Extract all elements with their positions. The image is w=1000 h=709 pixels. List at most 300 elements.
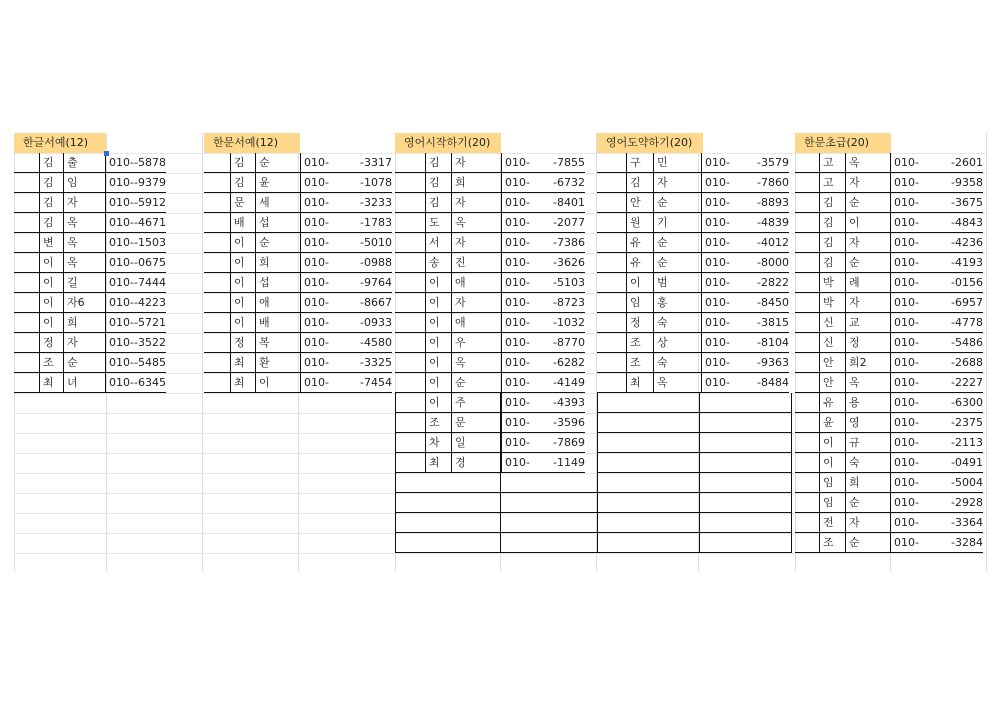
class-header[interactable]: 영어시작하기(20) [395,133,501,153]
phone-prefix-cell[interactable]: 010- [109,196,134,209]
surname-cell[interactable]: 최 [429,456,440,469]
given-name-cell[interactable]: 옥 [849,156,860,169]
surname-cell[interactable]: 안 [630,196,641,209]
surname-cell[interactable]: 김 [429,156,440,169]
phone-suffix-cell[interactable]: -8723 [553,296,585,309]
phone-suffix-cell[interactable]: -4580 [360,336,392,349]
given-name-cell[interactable]: 자 [849,236,860,249]
given-name-cell[interactable]: 옥 [67,236,78,249]
phone-prefix-cell[interactable]: 010- [304,296,329,309]
given-name-cell[interactable]: 옥 [67,216,78,229]
surname-cell[interactable]: 김 [43,196,54,209]
phone-prefix-cell[interactable]: 010- [894,536,919,549]
phone-suffix-cell[interactable]: -0156 [951,276,983,289]
surname-cell[interactable]: 김 [823,236,834,249]
phone-prefix-cell[interactable]: 010- [705,356,730,369]
surname-cell[interactable]: 이 [429,376,440,389]
surname-cell[interactable]: 김 [43,216,54,229]
phone-prefix-cell[interactable]: 010- [705,196,730,209]
given-name-cell[interactable]: 문 [455,416,466,429]
phone-suffix-cell[interactable]: -5878 [134,156,166,169]
given-name-cell[interactable]: 교 [849,316,860,329]
given-name-cell[interactable]: 순 [849,496,860,509]
given-name-cell[interactable]: 자 [849,176,860,189]
given-name-cell[interactable]: 우 [455,336,466,349]
phone-prefix-cell[interactable]: 010- [894,276,919,289]
phone-prefix-cell[interactable]: 010- [894,416,919,429]
phone-prefix-cell[interactable]: 010- [109,376,134,389]
given-name-cell[interactable]: 애 [259,296,270,309]
given-name-cell[interactable]: 순 [849,256,860,269]
phone-suffix-cell[interactable]: -3815 [757,316,789,329]
given-name-cell[interactable]: 상 [657,336,668,349]
given-name-cell[interactable]: 영 [849,416,860,429]
phone-prefix-cell[interactable]: 010- [705,236,730,249]
surname-cell[interactable]: 박 [823,276,834,289]
phone-suffix-cell[interactable]: -4012 [757,236,789,249]
surname-cell[interactable]: 박 [823,296,834,309]
phone-prefix-cell[interactable]: 010- [705,176,730,189]
phone-prefix-cell[interactable]: 010- [304,356,329,369]
phone-suffix-cell[interactable]: -4671 [134,216,166,229]
given-name-cell[interactable]: 자 [455,236,466,249]
cell-border [653,153,654,393]
surname-cell[interactable]: 김 [43,176,54,189]
fill-handle[interactable] [104,151,109,156]
phone-prefix-cell[interactable]: 010- [109,256,134,269]
phone-prefix-cell[interactable]: 010- [304,316,329,329]
phone-suffix-cell[interactable]: -5486 [951,336,983,349]
surname-cell[interactable]: 이 [823,456,834,469]
surname-cell[interactable]: 고 [823,176,834,189]
phone-prefix-cell[interactable]: 010- [894,396,919,409]
phone-suffix-cell[interactable]: -5485 [134,356,166,369]
phone-suffix-cell[interactable]: -5721 [134,316,166,329]
surname-cell[interactable]: 조 [43,356,54,369]
phone-suffix-cell[interactable]: -2113 [951,436,983,449]
phone-prefix-cell[interactable]: 010- [304,156,329,169]
surname-cell[interactable]: 이 [234,276,245,289]
given-name-cell[interactable]: 순 [657,256,668,269]
surname-cell[interactable]: 조 [630,336,641,349]
surname-cell[interactable]: 안 [823,356,834,369]
phone-suffix-cell[interactable]: -8893 [757,196,789,209]
surname-cell[interactable]: 조 [429,416,440,429]
phone-prefix-cell[interactable]: 010- [109,276,134,289]
phone-suffix-cell[interactable]: -4839 [757,216,789,229]
phone-suffix-cell[interactable]: -6300 [951,396,983,409]
surname-cell[interactable]: 신 [823,336,834,349]
phone-suffix-cell[interactable]: -9363 [757,356,789,369]
surname-cell[interactable]: 이 [234,236,245,249]
surname-cell[interactable]: 서 [429,236,440,249]
phone-suffix-cell[interactable]: -4149 [553,376,585,389]
phone-suffix-cell[interactable]: -8401 [553,196,585,209]
phone-prefix-cell[interactable]: 010- [109,176,134,189]
phone-suffix-cell[interactable]: -8484 [757,376,789,389]
given-name-cell[interactable]: 윤 [259,176,270,189]
given-name-cell[interactable]: 희 [455,176,466,189]
surname-cell[interactable]: 김 [823,216,834,229]
given-name-cell[interactable]: 옥 [455,356,466,369]
phone-suffix-cell[interactable]: -3579 [757,156,789,169]
phone-prefix-cell[interactable]: 010- [505,416,530,429]
phone-prefix-cell[interactable]: 010- [894,356,919,369]
surname-cell[interactable]: 안 [823,376,834,389]
surname-cell[interactable]: 송 [429,256,440,269]
phone-suffix-cell[interactable]: -1032 [553,316,585,329]
phone-prefix-cell[interactable]: 010- [304,236,329,249]
phone-prefix-cell[interactable]: 010- [705,316,730,329]
surname-cell[interactable]: 정 [234,336,245,349]
class-header[interactable]: 한문초급(20) [795,133,891,153]
phone-prefix-cell[interactable]: 010- [505,316,530,329]
phone-suffix-cell[interactable]: -0491 [951,456,983,469]
surname-cell[interactable]: 이 [43,276,54,289]
surname-cell[interactable]: 이 [823,436,834,449]
given-name-cell[interactable]: 애 [455,316,466,329]
given-name-cell[interactable]: 순 [67,356,78,369]
given-name-cell[interactable]: 희 [259,256,270,269]
phone-suffix-cell[interactable]: -4223 [134,296,166,309]
phone-prefix-cell[interactable]: 010- [505,376,530,389]
phone-suffix-cell[interactable]: -8000 [757,256,789,269]
surname-cell[interactable]: 김 [429,196,440,209]
phone-prefix-cell[interactable]: 010- [505,336,530,349]
phone-suffix-cell[interactable]: -5010 [360,236,392,249]
phone-suffix-cell[interactable]: -4393 [553,396,585,409]
surname-cell[interactable]: 이 [43,316,54,329]
surname-cell[interactable]: 이 [43,256,54,269]
phone-suffix-cell[interactable]: -3284 [951,536,983,549]
given-name-cell[interactable]: 숙 [657,316,668,329]
surname-cell[interactable]: 전 [823,516,834,529]
given-name-cell[interactable]: 옥 [657,376,668,389]
surname-cell[interactable]: 이 [429,396,440,409]
surname-cell[interactable]: 김 [234,156,245,169]
surname-cell[interactable]: 최 [234,376,245,389]
phone-suffix-cell[interactable]: -6957 [951,296,983,309]
phone-prefix-cell[interactable]: 010- [894,296,919,309]
phone-prefix-cell[interactable]: 010- [894,156,919,169]
phone-suffix-cell[interactable]: -2688 [951,356,983,369]
phone-prefix-cell[interactable]: 010- [505,176,530,189]
surname-cell[interactable]: 윤 [823,416,834,429]
given-name-cell[interactable]: 순 [657,196,668,209]
phone-prefix-cell[interactable]: 010- [705,256,730,269]
phone-prefix-cell[interactable]: 010- [109,216,134,229]
given-name-cell[interactable]: 민 [657,156,668,169]
phone-suffix-cell[interactable]: -5103 [553,276,585,289]
given-name-cell[interactable]: 옥 [455,216,466,229]
phone-prefix-cell[interactable]: 010- [705,156,730,169]
given-name-cell[interactable]: 순 [259,156,270,169]
phone-suffix-cell[interactable]: -6345 [134,376,166,389]
given-name-cell[interactable]: 이 [259,376,270,389]
given-name-cell[interactable]: 희 [67,316,78,329]
phone-suffix-cell[interactable]: -4778 [951,316,983,329]
given-name-cell[interactable]: 용 [849,396,860,409]
phone-prefix-cell[interactable]: 010- [109,316,134,329]
given-name-cell[interactable]: 순 [657,236,668,249]
phone-suffix-cell[interactable]: -3626 [553,256,585,269]
surname-cell[interactable]: 변 [43,236,54,249]
phone-prefix-cell[interactable]: 010- [894,316,919,329]
phone-prefix-cell[interactable]: 010- [894,236,919,249]
phone-prefix-cell[interactable]: 010- [304,176,329,189]
phone-suffix-cell[interactable]: -8104 [757,336,789,349]
phone-prefix-cell[interactable]: 010- [894,456,919,469]
phone-prefix-cell[interactable]: 010- [505,456,530,469]
given-name-cell[interactable]: 섭 [259,216,270,229]
surname-cell[interactable]: 이 [234,316,245,329]
cell-border [699,393,700,553]
surname-cell[interactable]: 정 [630,316,641,329]
surname-cell[interactable]: 김 [234,176,245,189]
surname-cell[interactable]: 이 [234,296,245,309]
phone-prefix-cell[interactable]: 010- [894,376,919,389]
given-name-cell[interactable]: 순 [455,376,466,389]
phone-prefix-cell[interactable]: 010- [109,156,134,169]
given-name-cell[interactable]: 배 [259,316,270,329]
surname-cell[interactable]: 고 [823,156,834,169]
phone-prefix-cell[interactable]: 010- [894,516,919,529]
phone-prefix-cell[interactable]: 010- [705,336,730,349]
given-name-cell[interactable]: 경 [455,456,466,469]
given-name-cell[interactable]: 옥 [67,256,78,269]
phone-suffix-cell[interactable]: -1503 [134,236,166,249]
phone-prefix-cell[interactable]: 010- [505,236,530,249]
given-name-cell[interactable]: 복 [259,336,270,349]
surname-cell[interactable]: 이 [429,356,440,369]
surname-cell[interactable]: 도 [429,216,440,229]
phone-suffix-cell[interactable]: -2227 [951,376,983,389]
given-name-cell[interactable]: 희2 [849,356,867,369]
surname-cell[interactable]: 김 [823,196,834,209]
phone-suffix-cell[interactable]: -8450 [757,296,789,309]
surname-cell[interactable]: 구 [630,156,641,169]
phone-suffix-cell[interactable]: -0988 [360,256,392,269]
phone-suffix-cell[interactable]: -2601 [951,156,983,169]
phone-suffix-cell[interactable]: -5004 [951,476,983,489]
cell-border [395,552,792,553]
phone-suffix-cell[interactable]: -7869 [553,436,585,449]
surname-cell[interactable]: 임 [823,496,834,509]
phone-prefix-cell[interactable]: 010- [109,336,134,349]
surname-cell[interactable]: 이 [429,316,440,329]
phone-prefix-cell[interactable]: 010- [109,236,134,249]
phone-prefix-cell[interactable]: 010- [505,356,530,369]
phone-prefix-cell[interactable]: 010- [304,376,329,389]
phone-suffix-cell[interactable]: -6282 [553,356,585,369]
given-name-cell[interactable]: 순 [259,236,270,249]
surname-cell[interactable]: 이 [429,296,440,309]
phone-suffix-cell[interactable]: -4193 [951,256,983,269]
given-name-cell[interactable]: 순 [849,536,860,549]
given-name-cell[interactable]: 자6 [67,296,85,309]
surname-cell[interactable]: 최 [234,356,245,369]
phone-prefix-cell[interactable]: 010- [705,276,730,289]
given-name-cell[interactable]: 진 [455,256,466,269]
surname-cell[interactable]: 이 [630,276,641,289]
given-name-cell[interactable]: 이 [849,216,860,229]
phone-suffix-cell[interactable]: -9379 [134,176,166,189]
surname-cell[interactable]: 신 [823,316,834,329]
given-name-cell[interactable]: 길 [67,276,78,289]
phone-prefix-cell[interactable]: 010- [304,216,329,229]
phone-prefix-cell[interactable]: 010- [505,436,530,449]
surname-cell[interactable]: 배 [234,216,245,229]
phone-prefix-cell[interactable]: 010- [894,336,919,349]
phone-prefix-cell[interactable]: 010- [505,396,530,409]
given-name-cell[interactable]: 규 [849,436,860,449]
given-name-cell[interactable]: 자 [455,296,466,309]
phone-prefix-cell[interactable]: 010- [705,376,730,389]
phone-suffix-cell[interactable]: -9764 [360,276,392,289]
surname-cell[interactable]: 이 [234,256,245,269]
phone-prefix-cell[interactable]: 010- [505,296,530,309]
phone-suffix-cell[interactable]: -8667 [360,296,392,309]
phone-suffix-cell[interactable]: -2077 [553,216,585,229]
phone-suffix-cell[interactable]: -4843 [951,216,983,229]
given-name-cell[interactable]: 례 [849,276,860,289]
surname-cell[interactable]: 유 [630,236,641,249]
phone-suffix-cell[interactable]: -2822 [757,276,789,289]
given-name-cell[interactable]: 섭 [259,276,270,289]
phone-suffix-cell[interactable]: -3317 [360,156,392,169]
given-name-cell[interactable]: 자 [67,196,78,209]
phone-suffix-cell[interactable]: -2375 [951,416,983,429]
given-name-cell[interactable]: 숙 [849,456,860,469]
given-name-cell[interactable]: 애 [455,276,466,289]
given-name-cell[interactable]: 기 [657,216,668,229]
phone-prefix-cell[interactable]: 010- [894,496,919,509]
surname-cell[interactable]: 이 [429,336,440,349]
given-name-cell[interactable]: 녀 [67,376,78,389]
phone-prefix-cell[interactable]: 010- [505,276,530,289]
phone-prefix-cell[interactable]: 010- [109,356,134,369]
given-name-cell[interactable]: 환 [259,356,270,369]
phone-prefix-cell[interactable]: 010- [304,196,329,209]
class-header[interactable]: 한문서예(12) [204,133,300,153]
phone-prefix-cell[interactable]: 010- [894,476,919,489]
phone-suffix-cell[interactable]: -7855 [553,156,585,169]
given-name-cell[interactable]: 순 [849,196,860,209]
surname-cell[interactable]: 유 [823,396,834,409]
surname-cell[interactable]: 최 [43,376,54,389]
cell-border [395,472,585,473]
surname-cell[interactable]: 이 [43,296,54,309]
given-name-cell[interactable]: 홍 [657,296,668,309]
given-name-cell[interactable]: 숙 [657,356,668,369]
phone-suffix-cell[interactable]: -3522 [134,336,166,349]
phone-prefix-cell[interactable]: 010- [705,296,730,309]
phone-prefix-cell[interactable]: 010- [894,216,919,229]
phone-suffix-cell[interactable]: -8770 [553,336,585,349]
phone-prefix-cell[interactable]: 010- [894,196,919,209]
phone-prefix-cell[interactable]: 010- [304,276,329,289]
phone-suffix-cell[interactable]: -3233 [360,196,392,209]
phone-prefix-cell[interactable]: 010- [505,156,530,169]
surname-cell[interactable]: 조 [630,356,641,369]
phone-suffix-cell[interactable]: -1149 [553,456,585,469]
phone-prefix-cell[interactable]: 010- [109,296,134,309]
phone-prefix-cell[interactable]: 010- [894,256,919,269]
given-name-cell[interactable]: 자 [849,296,860,309]
given-name-cell[interactable]: 임 [67,176,78,189]
cell-border [300,153,301,393]
surname-cell[interactable]: 원 [630,216,641,229]
surname-cell[interactable]: 임 [823,476,834,489]
surname-cell[interactable]: 조 [823,536,834,549]
phone-suffix-cell[interactable]: -3675 [951,196,983,209]
given-name-cell[interactable]: 자 [455,196,466,209]
surname-cell[interactable]: 김 [429,176,440,189]
given-name-cell[interactable]: 자 [455,156,466,169]
given-name-cell[interactable]: 주 [455,396,466,409]
phone-suffix-cell[interactable]: -9358 [951,176,983,189]
surname-cell[interactable]: 최 [630,376,641,389]
phone-suffix-cell[interactable]: -7386 [553,236,585,249]
phone-suffix-cell[interactable]: -7444 [134,276,166,289]
given-name-cell[interactable]: 자 [657,176,668,189]
phone-suffix-cell[interactable]: -0675 [134,256,166,269]
phone-suffix-cell[interactable]: -2928 [951,496,983,509]
phone-prefix-cell[interactable]: 010- [304,256,329,269]
given-name-cell[interactable]: 세 [259,196,270,209]
phone-prefix-cell[interactable]: 010- [505,256,530,269]
surname-cell[interactable]: 유 [630,256,641,269]
surname-cell[interactable]: 임 [630,296,641,309]
class-header[interactable]: 한글서예(12) [14,133,106,153]
surname-cell[interactable]: 김 [630,176,641,189]
phone-suffix-cell[interactable]: -3596 [553,416,585,429]
surname-cell[interactable]: 문 [234,196,245,209]
phone-suffix-cell[interactable]: -0933 [360,316,392,329]
phone-prefix-cell[interactable]: 010- [304,336,329,349]
phone-suffix-cell[interactable]: -6732 [553,176,585,189]
given-name-cell[interactable]: 희 [849,476,860,489]
phone-suffix-cell[interactable]: -3325 [360,356,392,369]
surname-cell[interactable]: 정 [43,336,54,349]
phone-suffix-cell[interactable]: -1078 [360,176,392,189]
given-name-cell[interactable]: 범 [657,276,668,289]
phone-suffix-cell[interactable]: -7860 [757,176,789,189]
class-header[interactable]: 영어도약하기(20) [597,133,703,153]
given-name-cell[interactable]: 일 [455,436,466,449]
surname-cell[interactable]: 김 [43,156,54,169]
given-name-cell[interactable]: 정 [849,336,860,349]
phone-suffix-cell[interactable]: -1783 [360,216,392,229]
phone-suffix-cell[interactable]: -4236 [951,236,983,249]
given-name-cell[interactable]: 출 [67,156,78,169]
given-name-cell[interactable]: 자 [849,516,860,529]
phone-suffix-cell[interactable]: -5912 [134,196,166,209]
given-name-cell[interactable]: 옥 [849,376,860,389]
phone-suffix-cell[interactable]: -3364 [951,516,983,529]
surname-cell[interactable]: 이 [429,276,440,289]
phone-prefix-cell[interactable]: 010- [894,436,919,449]
phone-suffix-cell[interactable]: -7454 [360,376,392,389]
surname-cell[interactable]: 김 [823,256,834,269]
surname-cell[interactable]: 차 [429,436,440,449]
given-name-cell[interactable]: 자 [67,336,78,349]
phone-prefix-cell[interactable]: 010- [505,196,530,209]
phone-prefix-cell[interactable]: 010- [894,176,919,189]
phone-prefix-cell[interactable]: 010- [505,216,530,229]
cell-grid[interactable] [14,133,986,571]
phone-prefix-cell[interactable]: 010- [705,216,730,229]
